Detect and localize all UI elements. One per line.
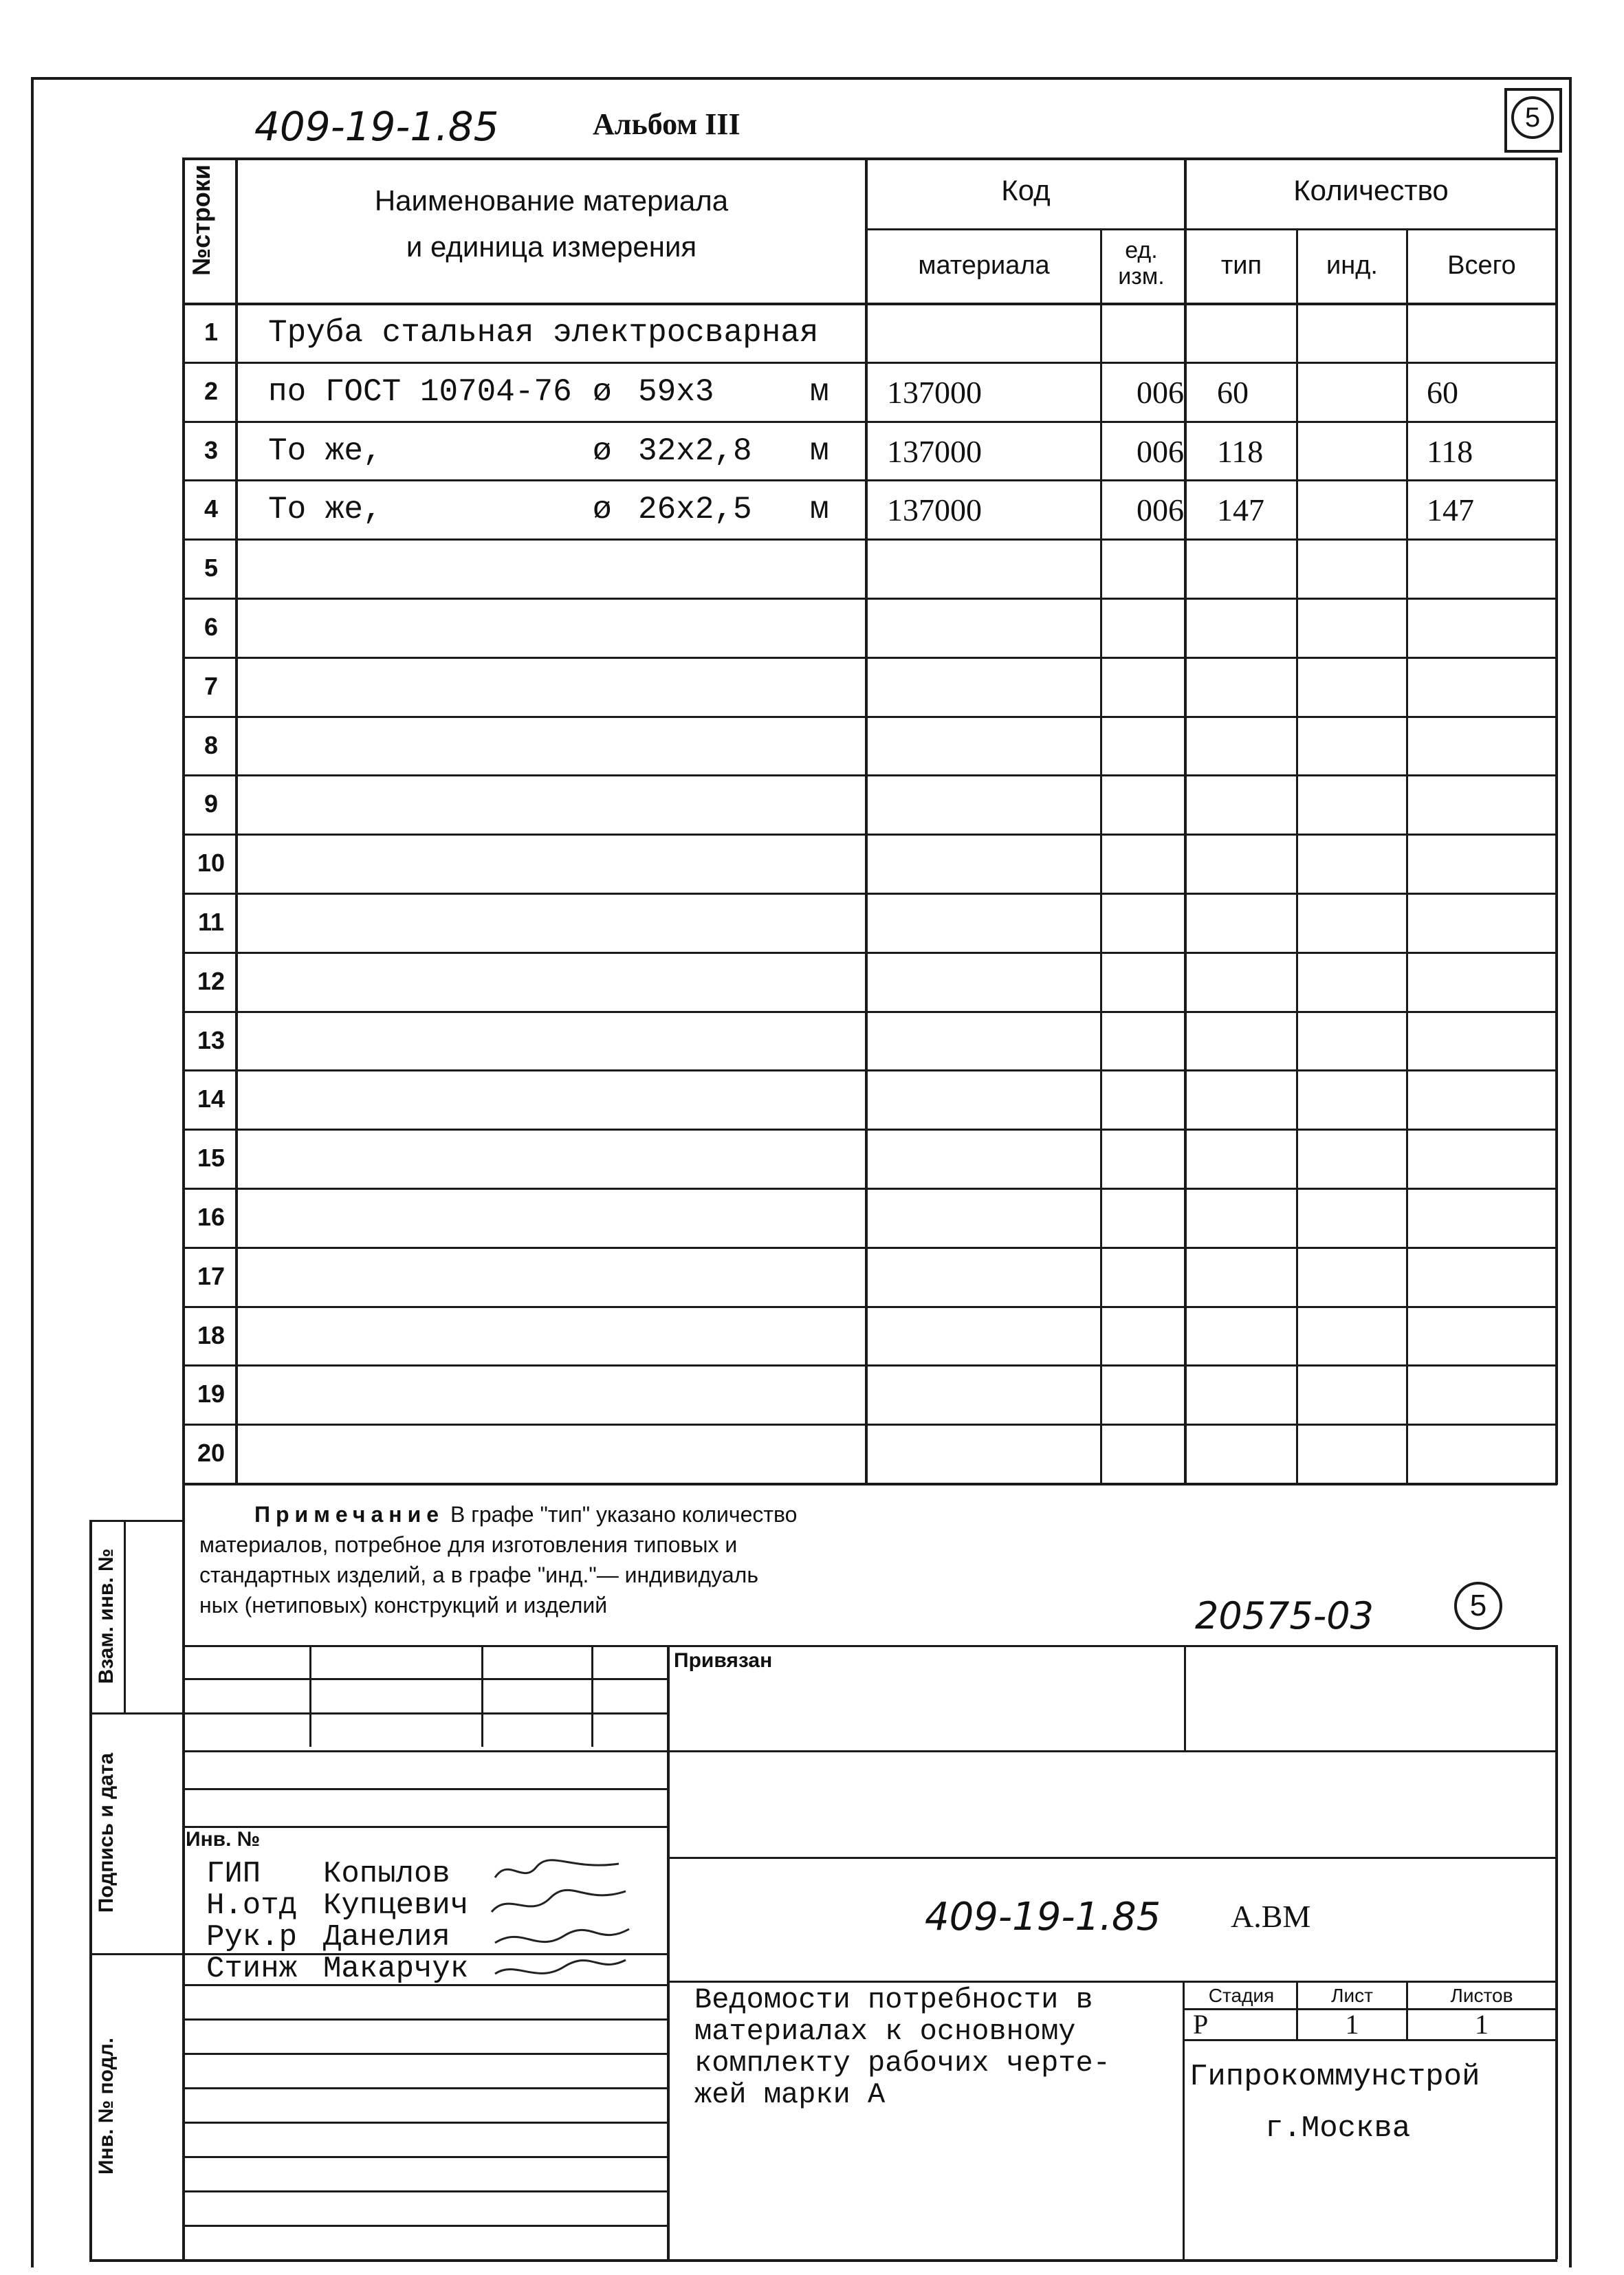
org-name: Гипрокоммунстрой [1189, 2060, 1480, 2094]
cell-material-code: 137000 [887, 434, 982, 469]
row-divider [182, 538, 1557, 541]
row-number: 14 [197, 1085, 226, 1113]
stamp-title [694, 1984, 1110, 2111]
row-divider [182, 657, 1557, 659]
cell-material-code: 137000 [887, 375, 982, 410]
stamp-doc-code: 409-19-1.85 [925, 1895, 1161, 1939]
col-code-header: Код [1001, 174, 1051, 206]
col-name-header-line1: Наименование материала [374, 184, 729, 217]
cell-name: по ГОСТ 10704-76 [268, 374, 572, 410]
cell-diameter-sign: ø [593, 374, 612, 410]
cell-name: То же, [268, 492, 382, 527]
side-label-signature-date: Подпись и дата [95, 1752, 118, 1913]
sheet-value: 1 [1345, 2009, 1359, 2040]
cell-type-qty: 118 [1217, 434, 1264, 469]
row-divider [182, 834, 1557, 836]
row-divider [182, 1306, 1557, 1308]
cell-unit-letter: м [810, 374, 829, 410]
row-number: 7 [204, 672, 219, 700]
cell-name: То же, [268, 433, 382, 469]
row-divider [182, 893, 1557, 895]
sheet-mark-text: 5 [1524, 102, 1541, 133]
stamp-title-line1: Ведомости потребности в [694, 1983, 1093, 2016]
col-total-header: Всего [1447, 251, 1516, 280]
row-number: 5 [204, 554, 219, 582]
signer-role: Рук.р [206, 1920, 298, 1955]
col-row-no-header: №строки [187, 164, 215, 276]
cell-name: Труба стальная электросварная [268, 315, 819, 351]
row-divider [182, 362, 1557, 364]
side-label-replaced-inv: Взам. инв. № [95, 1548, 118, 1684]
cell-size: 59х3 [638, 374, 714, 410]
header-doc-code: 409-19-1.85 [254, 103, 499, 150]
note-ref-number: 20575-03 [1195, 1594, 1374, 1637]
row-number: 8 [204, 731, 219, 759]
row-divider [182, 1364, 1557, 1367]
cell-total-qty: 60 [1427, 375, 1458, 410]
row-number: 3 [204, 436, 219, 464]
header-album: Альбом III [593, 107, 740, 141]
side-label-inv-original: Инв. № подл. [95, 2037, 118, 2175]
cell-type-qty: 147 [1217, 492, 1264, 527]
stage-label: Стадия [1208, 1985, 1275, 2006]
frame-top [31, 77, 1571, 80]
stamp-title-line4: жей марки А [694, 2078, 886, 2111]
row-number: 20 [197, 1439, 226, 1467]
cell-total-qty: 118 [1427, 434, 1473, 469]
row-divider [182, 1188, 1557, 1190]
row-number: 1 [204, 318, 219, 346]
frame-left [31, 77, 34, 2267]
sheet-label: Лист [1331, 1985, 1373, 2006]
note-block [199, 1499, 797, 1620]
note-text3: стандартных изделий, а в графе "инд."— индивидуаль [199, 1563, 758, 1587]
signer-role: Стинж [206, 1952, 298, 1986]
signer-name: Данелия [323, 1920, 450, 1955]
row-divider [182, 1129, 1557, 1131]
org-city: г.Москва [1265, 2111, 1411, 2146]
note-ref-mark: 5 [1454, 1582, 1502, 1630]
cell-unit-code: 006 [1137, 492, 1184, 527]
note-text1: В графе "тип" указано количество [444, 1502, 798, 1527]
stage-value: Р [1193, 2009, 1209, 2040]
row-number: 13 [197, 1026, 226, 1054]
col-ind-header: инд. [1326, 251, 1378, 280]
cell-unit-letter: м [810, 492, 829, 527]
col-material-header: материала [918, 251, 1050, 280]
sheets-label: Листов [1450, 1985, 1513, 2006]
cell-diameter-sign: ø [593, 492, 612, 527]
sheets-value: 1 [1475, 2009, 1489, 2040]
row-divider [182, 1069, 1557, 1071]
signer-name: Копылов [323, 1857, 450, 1891]
note-text2: материалов, потребное для изготовления типовых и [199, 1532, 738, 1557]
cell-material-code: 137000 [887, 492, 982, 527]
row-number: 2 [204, 377, 219, 405]
row-number: 4 [204, 494, 219, 523]
cell-size: 32х2,8 [638, 433, 752, 469]
inv-label: Инв. № [186, 1828, 261, 1851]
row-number: 9 [204, 790, 219, 818]
note-text4: ных (нетиповых) конструкций и изделий [199, 1593, 608, 1618]
row-number: 11 [197, 908, 225, 936]
signer-role: ГИП [206, 1857, 261, 1891]
row-number: 17 [197, 1262, 226, 1290]
row-divider [182, 1424, 1557, 1426]
sheet-mark-circle [1511, 96, 1554, 139]
row-divider [182, 479, 1557, 481]
cell-total-qty: 147 [1427, 492, 1474, 527]
row-number: 16 [197, 1203, 226, 1231]
stamp-title-line3: комплекту рабочих черте- [694, 2047, 1110, 2080]
row-number: 10 [197, 849, 226, 877]
row-divider [182, 716, 1557, 718]
cell-diameter-sign: ø [593, 433, 612, 469]
row-divider [182, 1011, 1557, 1013]
row-number: 19 [197, 1380, 226, 1408]
col-type-header: тип [1220, 251, 1262, 280]
cell-size: 26х2,5 [638, 492, 752, 527]
row-divider [182, 1247, 1557, 1249]
row-number: 12 [197, 967, 226, 995]
row-divider [182, 421, 1557, 423]
col-name-header-line2: и единица измерения [406, 230, 697, 263]
signer-name: Купцевич [323, 1888, 469, 1923]
bound-label: Привязан [674, 1649, 773, 1672]
row-divider [182, 952, 1557, 954]
row-number: 6 [204, 613, 219, 641]
cell-type-qty: 60 [1217, 375, 1249, 410]
note-lead: Примечание [254, 1502, 445, 1527]
stamp-doc-suffix: А.ВМ [1231, 1899, 1311, 1934]
col-qty-header: Количество [1293, 174, 1449, 206]
cell-unit-code: 006 [1137, 434, 1184, 469]
frame-right [1569, 77, 1572, 2267]
signer-role: Н.отд [206, 1888, 298, 1923]
stamp-title-line2: материалах к основному [694, 2015, 1076, 2048]
col-unit-header: ед. изм. [1118, 237, 1165, 290]
row-divider [182, 598, 1557, 600]
signer-name: Макарчук [323, 1952, 469, 1986]
row-number: 18 [197, 1321, 226, 1349]
row-divider [182, 774, 1557, 776]
row-number: 15 [197, 1144, 226, 1172]
cell-unit-letter: м [810, 433, 829, 469]
signature-scribbles [481, 1850, 639, 1988]
cell-unit-code: 006 [1137, 375, 1184, 410]
